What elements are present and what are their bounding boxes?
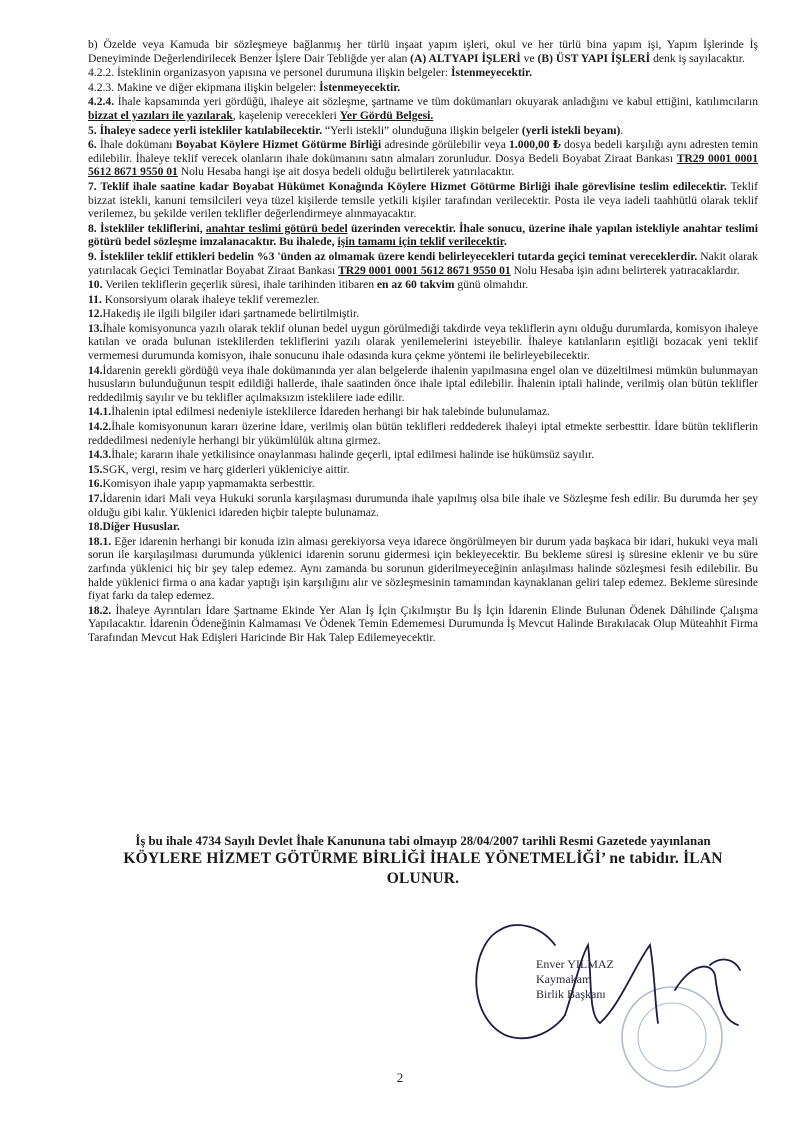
paragraph-text: adresinde görülebilir veya <box>381 138 510 152</box>
paragraph-text: SGK, vergi, resim ve harç giderleri yükleniciye aittir. <box>102 462 350 476</box>
paragraph-text: 4.2.4. <box>88 95 115 109</box>
document-paragraph <box>88 463 758 477</box>
paragraph-text: İstenmeyecektir. <box>450 66 533 80</box>
document-paragraph <box>88 38 758 65</box>
paragraph-text: 18.2. <box>88 603 112 617</box>
paragraph-text: . <box>620 123 624 137</box>
paragraph-text: anahtar teslimi götürü bedel <box>205 221 348 235</box>
paragraph-text: Boyabat Köylere Hizmet Götürme Birliği <box>175 138 382 152</box>
document-paragraph <box>88 492 758 519</box>
document-paragraph <box>88 322 758 363</box>
document-paragraph <box>88 364 758 405</box>
document-paragraph <box>88 604 758 645</box>
paragraph-text: İdarenin gerekli gördüğü veya ihale dokümanında yer alan belgelerde ihalenin yapılmasına engel olan ve düzeltilmesi mümkün bulunmayan hususların bulunduğunun tespit edildiği hallerde, ihale saatinden önce ihale iptal edilebilir. İhalenin iptali halinde, verilmiş olan bütün teklifler reddedilmiş sayılır ve bu teklifler açılmaksızın isteklilere iade edilir. <box>88 363 758 404</box>
paragraph-text: 18.Diğer Hususlar. <box>88 520 180 534</box>
document-paragraph <box>88 307 758 321</box>
paragraph-text: Teklif bizzat istekli, kanuni temsilcileri veya tüzel kişilerde temsile yetkili kişiler tarafından verilecektir. Posta ile veya iadeli taahhütlü olarak teklif verilemez, bu şekilde verilen teklifler değerlendirmeye alınmayacaktır. <box>88 179 758 221</box>
paragraph-text: 9. İstekliler teklif ettikleri bedelin %3 'ünden az olmamak üzere kendi belirleyecekleri tutarda geçici teminat vereceklerdir. <box>88 249 698 263</box>
paragraph-text: 14.3. <box>88 448 112 462</box>
paragraph-text: Verilen tekliflerin geçerlik süresi, ihale tarihinden itibaren <box>102 278 377 292</box>
paragraph-text: en az 60 takvim <box>376 278 455 292</box>
signatory-role: Birlik Başkanı <box>536 987 606 1001</box>
paragraph-text: 5. İhaleye sadece yerli istekliler katılabilecektir. <box>88 123 323 137</box>
document-paragraph <box>88 66 758 80</box>
paragraph-text: İstenmeyecektir. <box>319 80 401 94</box>
document-body <box>88 38 758 646</box>
document-paragraph <box>88 278 758 292</box>
paragraph-text: İhalenin iptal edilmesi nedeniyle isteklilerce İdareden herhangi bir hak talebinde bulunulamaz. <box>111 405 550 419</box>
paragraph-text: Komisyon ihale yapıp yapmamakta serbesttir. <box>102 477 315 491</box>
paragraph-text: “Yerli istekli” olunduğuna ilişkin belgeler <box>322 123 522 137</box>
paragraph-text: 4.2.2. İsteklinin organizasyon yapısına ve personel durumuna ilişkin belgeler: <box>88 66 451 80</box>
paragraph-text: 15. <box>88 462 103 476</box>
document-paragraph <box>88 535 758 603</box>
paragraph-text: dosya bedeli karşılığı aynı adresten temin edilebilir. İhaleye teklif verecek olanların ihale dokümanını satın almaları zorunludur. Dosya Bedeli Boyabat Ziraat Bankası <box>88 138 759 165</box>
paragraph-text: 17. <box>88 492 103 505</box>
document-paragraph <box>88 81 758 95</box>
document-paragraph <box>88 420 758 447</box>
paragraph-text: 14. <box>88 363 103 377</box>
closing-line-2: KÖYLERE HİZMET GÖTÜRME BİRLİĞİ İHALE YÖNETMELİĞİ’ ne tabidır. İLAN OLUNUR. <box>123 850 723 887</box>
document-paragraph <box>88 95 758 122</box>
paragraph-text: İhaleye Ayrıntıları İdare Şartname Ekinde Yer Alan İş İçin Çıkılmıştır Bu İş İçin İdarenin Elinde Bulunan Ödenek Dâhilinde Çalışma Yapılacaktır. İdarenin Ödeneğinin Kalmaması Ve Ödenek Temin Edememesi Durumunda İş Mevcut Halinde Bırakılacak Olup Müteahhit Firma Tarafından Mevcut Hak Edişleri Haricinde Bir Hak Talep Edilemeyecektir. <box>88 603 758 644</box>
signatory-title: Kaymakam <box>536 972 592 986</box>
paragraph-text: 4.2.3. Makine ve diğer ekipmana ilişkin belgeler: <box>88 80 320 94</box>
paragraph-text: Nolu Hesaba işin adını belirterek yatıracaklardır. <box>510 263 740 277</box>
closing-statement <box>88 833 758 889</box>
paragraph-text: Eğer idarenin herhangi bir konuda izin alması gerekiyorsa veya idarece öngörülmeyen bir durum yada başkaca bir idari, hukuki veya mali sorun ile karşılaşılması durumunda yüklenici idarenin sorunu gidermesi için bekleyecektir. Bu bekleme süresi iş süresine eklenir ve bu süre zarfında yüklenici hiç bir şey talep edemez. Aynı zamanda bu sorunun giderilmeyeceğinin anlaşılması halinde sözleşmesi fesih edilebilir. Bu halde yüklenici firma o ana kadar yaptığı işin karşılığını alır ve sözleşmesinin tamamından kaynaklanan geliri talep edemez. Bekleme süresinde fiyat farkı da talep edemez. <box>88 534 758 603</box>
paragraph-text: 16. <box>88 477 103 491</box>
paragraph-text: b) Özelde veya Kamuda bir sözleşmeye bağlanmış her türlü inşaat yapım işleri, okul ve her türlü bina yapım işi, Yapım İşlerinde İş Deneyiminde Değerlendirilecek Benzer İşlere Dair Tebliğde yer alan <box>88 38 758 65</box>
document-paragraph <box>88 520 758 534</box>
paragraph-text: 13. <box>88 321 103 335</box>
paragraph-text: TR29 0001 0001 5612 8671 9550 01 <box>338 263 511 277</box>
paragraph-text: işin tamamı için teklif verilecektir <box>337 235 504 249</box>
paragraph-text: günü olmalıdır. <box>454 278 529 292</box>
paragraph-text: üzerinden verecektir. İhale sonucu, üzerine ihale yapılan istekliyle anahtar teslimi götürü bedel sözleşme imzalanacaktır. Bu ihalede, <box>88 221 758 249</box>
paragraph-text: , kaşelenip verecekleri <box>232 108 340 122</box>
document-paragraph <box>88 405 758 419</box>
paragraph-text: 8. İstekliler tekliflerini, <box>88 221 206 235</box>
document-paragraph <box>88 180 758 221</box>
paragraph-text: Nakit olarak yatırılacak Geçici Teminatlar Boyabat Ziraat Bankası <box>88 249 758 277</box>
paragraph-text: bizzat el yazıları ile yazılarak <box>88 108 233 122</box>
paragraph-text: İhale komisyonunca yazılı olarak teklif olunan bedel uygun görülmediği takdirde veya tekliflerin aynı olduğu durumlarda, komisyon ihaleye katılan ve orada bulunan isteklilerden tekliflerini yazılı olarak yenilemelerini isteyebilir. İhaleye katılanların eşitliği bozacak yeni teklif vermemesi durumunda komisyon, ihale sonucunu ihale odasında kura çekme yöntemi ile belirleyebilecektir. <box>88 321 758 363</box>
paragraph-text: (A) ALTYAPI İŞLERİ <box>410 51 521 65</box>
page-number: 2 <box>396 1070 404 1085</box>
paragraph-text: TR29 0001 0001 5612 8671 9550 01 <box>88 151 758 179</box>
paragraph-text: İhale; kararın ihale yetkilisince onaylanması halinde geçerli, iptal edilmesi halinde ise hükümsüz sayılır. <box>111 448 595 462</box>
document-paragraph <box>88 222 758 249</box>
paragraph-text: 1.000,00 ₺ <box>509 138 561 152</box>
paragraph-text: . <box>503 235 507 249</box>
document-paragraph <box>88 250 758 277</box>
paragraph-text: İhale dokümanı <box>96 138 176 152</box>
paragraph-text: İdarenin idari Mali veya Hukuki sorunla karşılaşması durumunda ihale yapılmış olsa bile ihale ve Sözleşme fesh edilir. Bu durumda her şey olduğu gibi kalır. Yüklenici idareden hiçbir talepte bulunamaz. <box>88 492 758 519</box>
paragraph-text: 14.1. <box>88 405 112 419</box>
paragraph-text: 10. <box>88 278 103 292</box>
paragraph-text: Nolu Hesaba hangi işe ait dosya bedeli olduğu belirtilerek yatırılacaktır. <box>177 165 515 179</box>
paragraph-text: Yer Gördü Belgesi. <box>339 108 434 122</box>
paragraph-text: ve <box>520 51 538 65</box>
paragraph-text: İhale kapsamında yeri gördüğü, ihaleye ait sözleşme, şartname ve tüm dokümanları okuyarak anladığını ve kabul ettiğini, katılımcıların <box>114 95 758 109</box>
paragraph-text: 11. <box>88 292 102 306</box>
paragraph-text: 12. <box>88 307 103 321</box>
document-paragraph <box>88 448 758 462</box>
paragraph-text: (B) ÜST YAPI İŞLERİ <box>537 51 651 65</box>
signatory-name: Enver YILMAZ <box>536 957 614 971</box>
paragraph-text: Konsorsiyum olarak ihaleye teklif veremezler. <box>101 292 320 306</box>
paragraph-text: 6. <box>88 138 97 152</box>
document-paragraph <box>88 477 758 491</box>
signature-block <box>536 957 614 1002</box>
document-paragraph <box>88 138 758 179</box>
closing-line-1: İş bu ihale 4734 Sayılı Devlet İhale Kanununa tabi olmayıp 28/04/2007 tarihli Resmi Gazetede yayınlanan <box>135 834 711 848</box>
paragraph-text: denk iş sayılacaktır. <box>650 51 745 65</box>
document-paragraph <box>88 293 758 307</box>
paragraph-text: 7. Teklif ihale saatine kadar Boyabat Hükümet Konağında Köylere Hizmet Götürme Birliği ihale görevlisine teslim edilecektir. <box>88 179 727 193</box>
paragraph-text: İhale komisyonunun kararı üzerine İdare, verilmiş olan bütün teklifleri reddederek ihaleyi iptal etmekte serbesttir. İdare bütün tekliflerin reddedilmesi nedeniyle herhangi bir yükümlülük altına girmez. <box>88 420 758 447</box>
paragraph-text: Hakediş ile ilgili bilgiler idari şartnamede belirtilmiştir. <box>102 307 360 321</box>
document-paragraph <box>88 124 758 138</box>
paragraph-text: 14.2. <box>88 420 112 434</box>
paragraph-text: (yerli istekli beyanı) <box>521 123 621 137</box>
paragraph-text: 18.1. <box>88 534 112 548</box>
